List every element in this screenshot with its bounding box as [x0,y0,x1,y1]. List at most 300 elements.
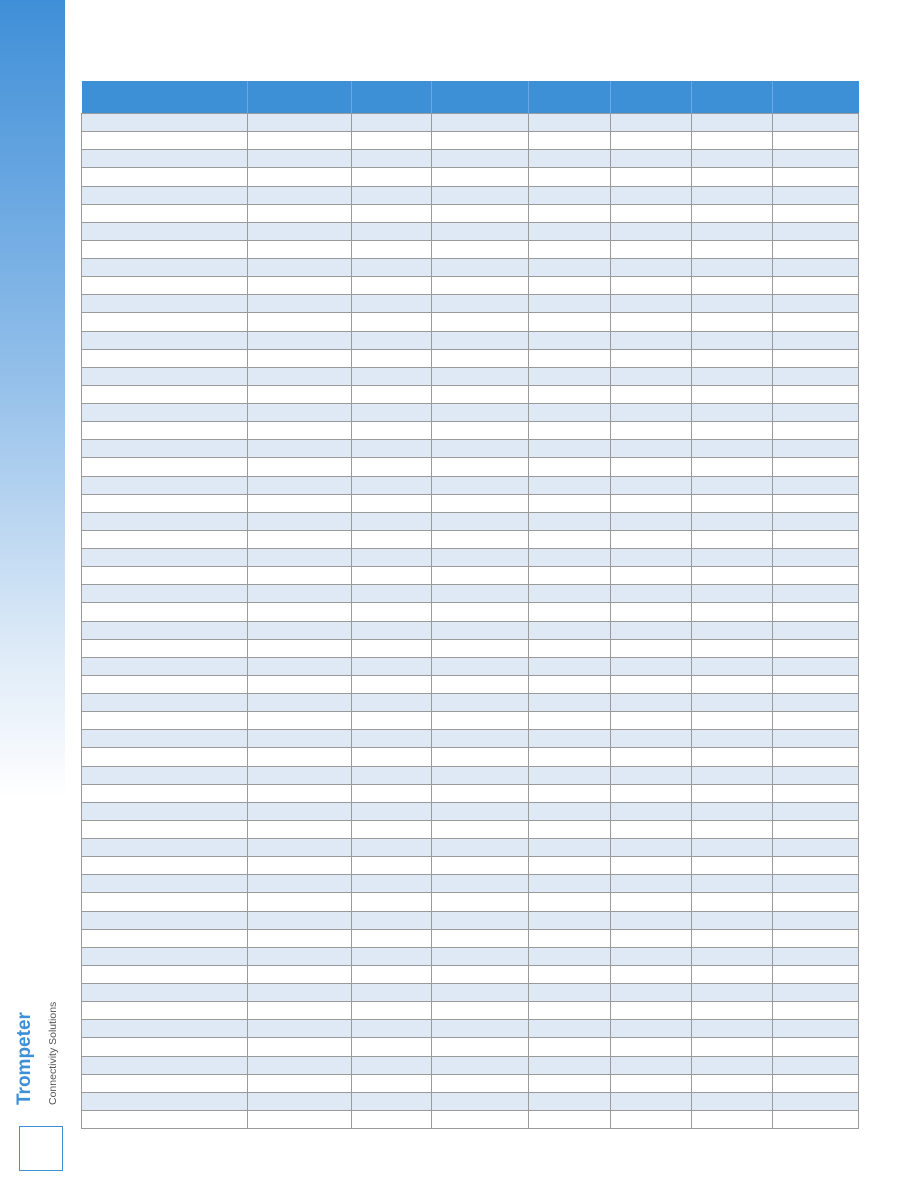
table-cell [773,1110,859,1128]
table-cell [529,549,611,567]
table-row [82,476,859,494]
column-header [352,81,432,114]
table-cell [611,132,692,150]
table-cell [82,114,248,132]
table-cell [352,947,432,965]
table-cell [692,567,773,585]
table-cell [82,639,248,657]
table-cell [352,512,432,530]
table-cell [529,694,611,712]
table-row [82,530,859,548]
table-cell [248,567,352,585]
table-cell [611,675,692,693]
table-cell [773,422,859,440]
table-cell [611,820,692,838]
table-cell [432,1092,529,1110]
table-cell [692,549,773,567]
table-cell [692,331,773,349]
table-cell [248,1038,352,1056]
table-cell [773,820,859,838]
table-row [82,1056,859,1074]
table-cell [529,1056,611,1074]
table-cell [432,639,529,657]
table-cell [248,639,352,657]
table-cell [248,1002,352,1020]
table-cell [773,132,859,150]
table-row [82,1020,859,1038]
table-cell [82,168,248,186]
table-cell [248,947,352,965]
table-cell [432,259,529,277]
table-cell [248,549,352,567]
column-header [773,81,859,114]
table-cell [248,476,352,494]
table-cell [529,240,611,258]
table-row [82,911,859,929]
table-cell [352,1056,432,1074]
table-cell [529,476,611,494]
table-cell [611,458,692,476]
table-cell [432,730,529,748]
table-row [82,349,859,367]
table-cell [773,839,859,857]
table-row [82,965,859,983]
table-cell [692,186,773,204]
table-cell [611,259,692,277]
table-cell [611,150,692,168]
table-cell [248,839,352,857]
table-row [82,277,859,295]
table-cell [82,331,248,349]
table-cell [82,132,248,150]
table-cell [611,965,692,983]
table-cell [82,422,248,440]
table-cell [248,385,352,403]
table-cell [773,875,859,893]
table-cell [692,621,773,639]
table-cell [692,1002,773,1020]
table-cell [773,385,859,403]
table-cell [692,857,773,875]
table-cell [611,1020,692,1038]
table-cell [432,204,529,222]
table-cell [692,748,773,766]
table-cell [432,331,529,349]
table-cell [529,114,611,132]
table-cell [529,1002,611,1020]
table-cell [432,295,529,313]
table-cell [692,114,773,132]
table-cell [248,404,352,422]
table-cell [352,222,432,240]
table-row [82,567,859,585]
data-table [81,81,859,1129]
table-cell [352,1020,432,1038]
table-cell [352,549,432,567]
table-cell [248,784,352,802]
table-row [82,585,859,603]
table-row [82,385,859,403]
table-cell [611,984,692,1002]
table-cell [773,240,859,258]
table-cell [432,277,529,295]
table-cell [529,784,611,802]
table-cell [611,893,692,911]
table-cell [432,1002,529,1020]
table-row [82,621,859,639]
table-row [82,150,859,168]
table-cell [352,204,432,222]
table-row [82,367,859,385]
table-cell [352,277,432,295]
table-cell [352,965,432,983]
table-cell [248,313,352,331]
table-row [82,440,859,458]
table-cell [352,349,432,367]
table-cell [432,839,529,857]
header-row [82,81,859,114]
table-cell [611,839,692,857]
table-cell [352,911,432,929]
table-cell [692,675,773,693]
table-cell [82,875,248,893]
table-cell [529,259,611,277]
table-cell [692,1038,773,1056]
table-cell [352,657,432,675]
table-cell [432,222,529,240]
table-cell [773,512,859,530]
table-cell [352,621,432,639]
table-cell [773,204,859,222]
table-cell [248,277,352,295]
table-cell [529,150,611,168]
table-cell [248,204,352,222]
table-cell [248,440,352,458]
table-cell [773,295,859,313]
table-cell [529,1020,611,1038]
table-cell [773,186,859,204]
table-cell [432,404,529,422]
table-cell [82,802,248,820]
table-cell [248,621,352,639]
table-cell [82,1110,248,1128]
table-cell [692,168,773,186]
table-cell [529,748,611,766]
table-cell [248,222,352,240]
table-cell [529,911,611,929]
table-cell [82,313,248,331]
table-cell [529,657,611,675]
table-row [82,168,859,186]
table-cell [248,820,352,838]
table-cell [692,839,773,857]
table-cell [82,295,248,313]
table-cell [773,313,859,331]
table-cell [352,168,432,186]
table-cell [611,367,692,385]
table-cell [529,1110,611,1128]
table-cell [352,1092,432,1110]
table-cell [692,820,773,838]
table-cell [773,657,859,675]
table-body [82,114,859,1129]
table-cell [432,240,529,258]
table-row [82,839,859,857]
table-cell [529,603,611,621]
table-cell [773,893,859,911]
table-cell [432,984,529,1002]
table-cell [352,730,432,748]
table-cell [692,1074,773,1092]
table-cell [352,331,432,349]
table-cell [692,458,773,476]
table-cell [692,730,773,748]
table-cell [352,839,432,857]
table-cell [773,694,859,712]
table-cell [611,585,692,603]
table-cell [529,1038,611,1056]
table-cell [82,349,248,367]
table-cell [773,1074,859,1092]
column-header [611,81,692,114]
table-cell [352,1038,432,1056]
table-cell [82,385,248,403]
table-cell [82,1002,248,1020]
table-cell [352,639,432,657]
table-cell [692,965,773,983]
table-cell [248,512,352,530]
table-row [82,820,859,838]
table-cell [432,857,529,875]
table-cell [692,530,773,548]
table-cell [432,657,529,675]
table-cell [773,168,859,186]
table-cell [352,132,432,150]
table-cell [352,1002,432,1020]
table-cell [82,150,248,168]
table-cell [248,984,352,1002]
table-cell [692,802,773,820]
table-row [82,549,859,567]
table-cell [611,549,692,567]
table-cell [773,675,859,693]
table-cell [692,512,773,530]
table-row [82,512,859,530]
table-cell [611,404,692,422]
table-cell [529,168,611,186]
table-cell [611,476,692,494]
table-cell [432,567,529,585]
table-cell [248,929,352,947]
table-cell [773,440,859,458]
table-cell [248,603,352,621]
table-cell [352,712,432,730]
table-cell [352,404,432,422]
table-cell [529,839,611,857]
table-cell [529,820,611,838]
brand-name: Trompeter [14,1012,35,1105]
table-cell [82,458,248,476]
table-cell [248,965,352,983]
table-cell [611,712,692,730]
table-row [82,748,859,766]
table-cell [529,965,611,983]
table-cell [529,132,611,150]
table-row [82,784,859,802]
table-row [82,1110,859,1128]
table-cell [773,259,859,277]
table-row [82,422,859,440]
table-cell [248,1056,352,1074]
table-cell [611,114,692,132]
table-cell [248,1110,352,1128]
table-cell [692,476,773,494]
table-cell [432,712,529,730]
table-cell [611,766,692,784]
table-cell [82,621,248,639]
table-cell [248,240,352,258]
table-cell [529,567,611,585]
table-row [82,875,859,893]
table-cell [432,349,529,367]
table-cell [82,530,248,548]
table-cell [82,947,248,965]
table-cell [773,1002,859,1020]
table-cell [352,295,432,313]
table-cell [248,748,352,766]
table-cell [432,820,529,838]
table-row [82,204,859,222]
table-cell [611,530,692,548]
table-cell [611,657,692,675]
table-cell [82,240,248,258]
table-cell [529,639,611,657]
table-cell [248,367,352,385]
table-cell [692,893,773,911]
table-cell [82,730,248,748]
table-cell [432,965,529,983]
table-row [82,494,859,512]
table-cell [82,911,248,929]
table-row [82,114,859,132]
table-cell [529,857,611,875]
table-cell [248,802,352,820]
table-cell [352,766,432,784]
table-cell [82,277,248,295]
table-cell [82,1020,248,1038]
table-cell [248,331,352,349]
table-cell [773,965,859,983]
table-cell [611,313,692,331]
table-cell [248,259,352,277]
table-cell [352,675,432,693]
table-cell [773,929,859,947]
table-cell [692,277,773,295]
table-cell [529,222,611,240]
table-cell [82,222,248,240]
table-cell [432,440,529,458]
table-cell [692,911,773,929]
table-cell [529,277,611,295]
table-cell [82,549,248,567]
table-cell [773,549,859,567]
table-cell [82,929,248,947]
table-cell [773,984,859,1002]
table-cell [692,1110,773,1128]
table-cell [773,567,859,585]
table-cell [611,730,692,748]
table-cell [352,313,432,331]
table-row [82,313,859,331]
table-cell [82,1074,248,1092]
table-cell [352,929,432,947]
table-cell [352,567,432,585]
table-cell [248,186,352,204]
table-cell [248,657,352,675]
table-cell [248,585,352,603]
table-cell [773,603,859,621]
table-row [82,404,859,422]
table-cell [692,404,773,422]
table-cell [352,440,432,458]
table-cell [611,947,692,965]
table-cell [773,857,859,875]
table-cell [432,1020,529,1038]
table-cell [248,114,352,132]
table-cell [82,603,248,621]
table-row [82,1092,859,1110]
table-cell [529,1074,611,1092]
table-row [82,857,859,875]
table-cell [432,186,529,204]
table-cell [352,748,432,766]
table-cell [82,259,248,277]
table-cell [773,404,859,422]
table-cell [82,965,248,983]
table-cell [82,712,248,730]
table-cell [611,440,692,458]
table-row [82,222,859,240]
table-cell [432,385,529,403]
table-cell [611,1092,692,1110]
table-cell [248,168,352,186]
table-cell [611,1002,692,1020]
column-header [432,81,529,114]
table-cell [352,857,432,875]
table-cell [773,476,859,494]
table-cell [611,204,692,222]
table-cell [352,694,432,712]
table-cell [611,186,692,204]
table-cell [82,494,248,512]
table-cell [692,222,773,240]
table-cell [611,784,692,802]
table-cell [773,1038,859,1056]
table-cell [352,458,432,476]
table-cell [611,802,692,820]
table-cell [248,712,352,730]
table-row [82,186,859,204]
table-cell [432,1038,529,1056]
table-cell [611,1110,692,1128]
table-cell [611,331,692,349]
table-cell [432,549,529,567]
table-cell [248,857,352,875]
table-cell [611,295,692,313]
table-cell [773,114,859,132]
table-cell [82,1056,248,1074]
table-cell [529,929,611,947]
